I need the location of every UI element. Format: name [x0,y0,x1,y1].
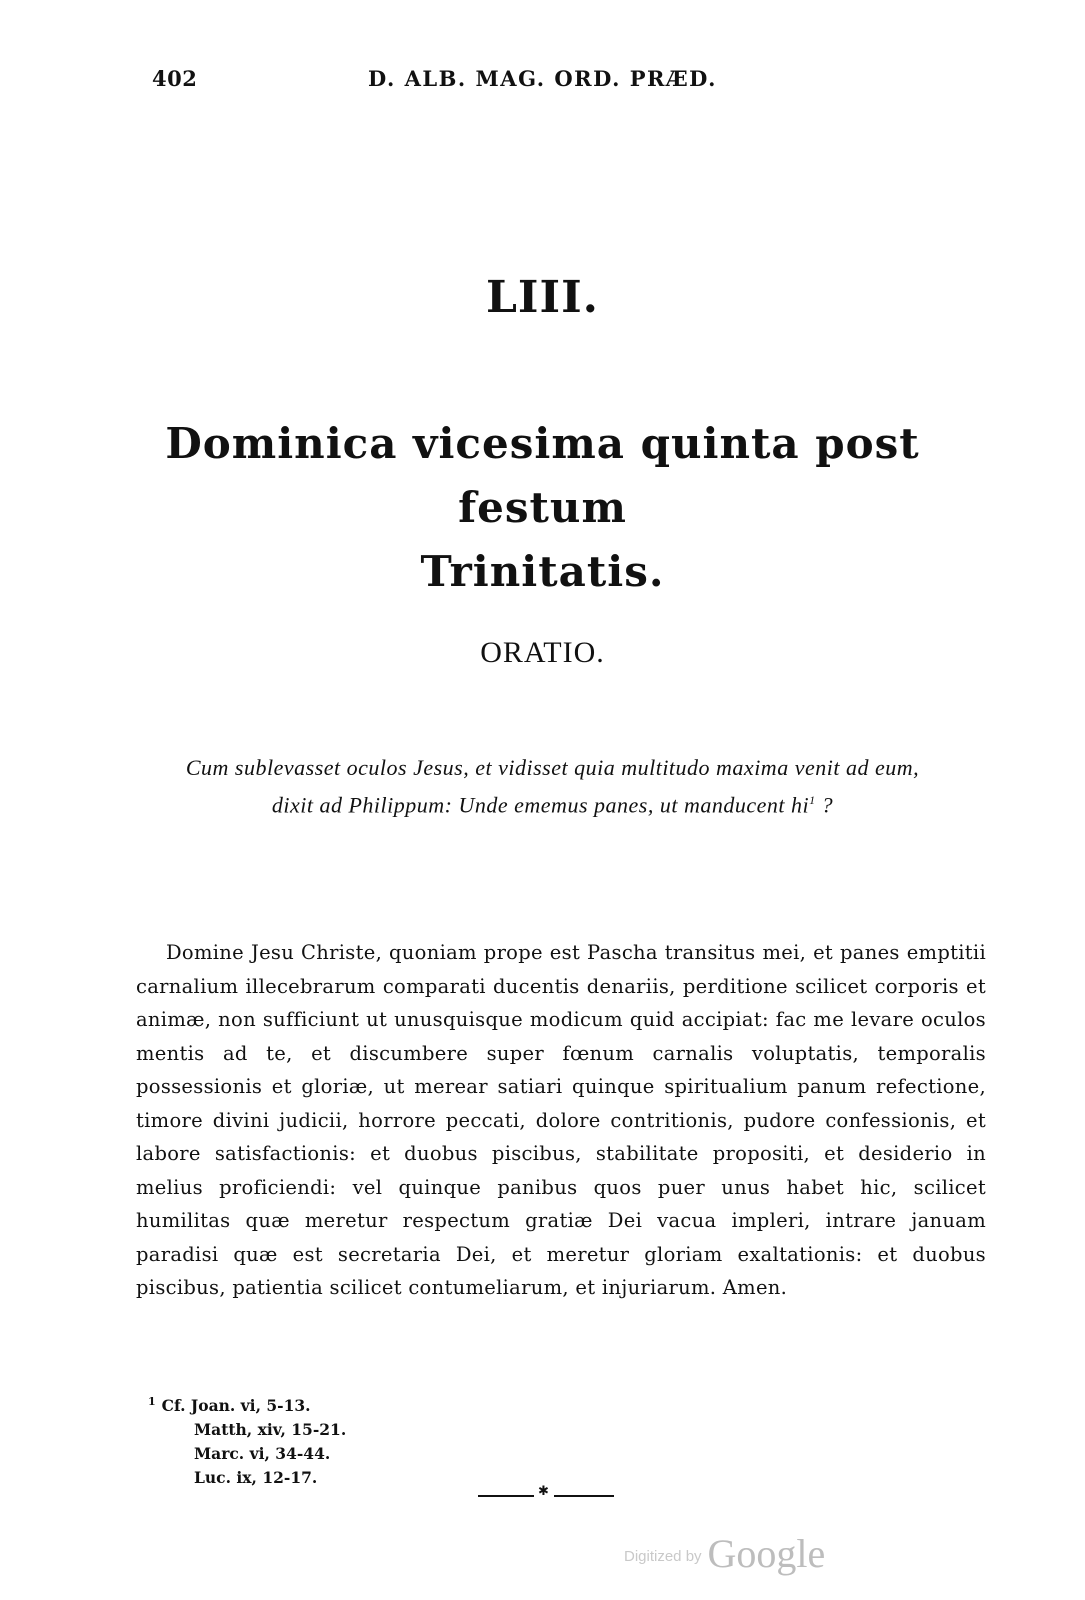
footnote-line: Marc. vi, 34-44. [194,1444,331,1464]
epigraph-line-2 [130,784,975,821]
footnotes [148,1390,346,1490]
footnote-citation: Cf. Joan. vi, 5-13. [161,1396,311,1416]
end-ornament [478,1484,614,1503]
epigraph-line-1: Cum sublevasset oculos Jesus, et vidisset quia multitudo maxima venit ad eum, [185,755,920,780]
footnote-line [148,1390,346,1418]
ornament-rule-right [554,1495,614,1497]
footnote-marker: 1 [148,1395,156,1408]
page-number: 402 [152,66,198,91]
watermark-prefix: Digitized by [624,1548,702,1565]
section-heading: ORATIO. [480,636,605,669]
digitized-watermark [624,1530,825,1577]
epigraph-line-2-text: dixit ad Philippum: Unde ememus panes, ut manducent hi [271,792,810,818]
chapter-title-line-1: Dominica vicesima quinta post festum [165,419,920,532]
chapter-title-line-2: Trinitatis. [420,547,665,596]
chapter-title [100,412,985,604]
epigraph-line-2-end: ? [821,792,834,818]
footnote-line: Luc. ix, 12-17. [194,1468,318,1488]
footnote-reference: 1 [809,793,816,807]
chapter-number: LIII. [485,272,599,323]
running-head: D. ALB. MAG. ORD. PRÆD. [368,66,717,91]
epigraph [130,752,975,821]
ornament-rule-left [478,1495,534,1497]
star-icon: ✱ [538,1484,549,1499]
watermark-brand: Google [707,1531,826,1576]
body-paragraph: Domine Jesu Christe, quoniam prope est Pascha transitus mei, et panes emptitii carnalium illecebrarum comparati ducentis denariis, perditione scilicet corporis et animæ, non sufficiunt ut unusquisque modicum quid accipiat: fac me levare oculos mentis ad te, et discumbere super fœnum carnalis voluptatis, temporalis possessionis et gloriæ, ut merear satiari quinque spiritualium panum refectione, timore divini judicii, horrore peccati, dolore contritionis, pudore confessionis, et labore satisfactionis: et duobus piscibus, stabilitate propositi, et desiderio in melius proficiendi: vel quinque panibus quos puer unus habet hic, scilicet humilitas quæ meretur respectum gratiæ Dei vacua impleri, intrare januam paradisi quæ est secretaria Dei, et meretur gloriam exaltationis: et duobus piscibus, patientia scilicet contumeliarum, et injuriarum. Amen. [136,941,986,1299]
footnote-line: Matth, xiv, 15-21. [194,1420,347,1440]
